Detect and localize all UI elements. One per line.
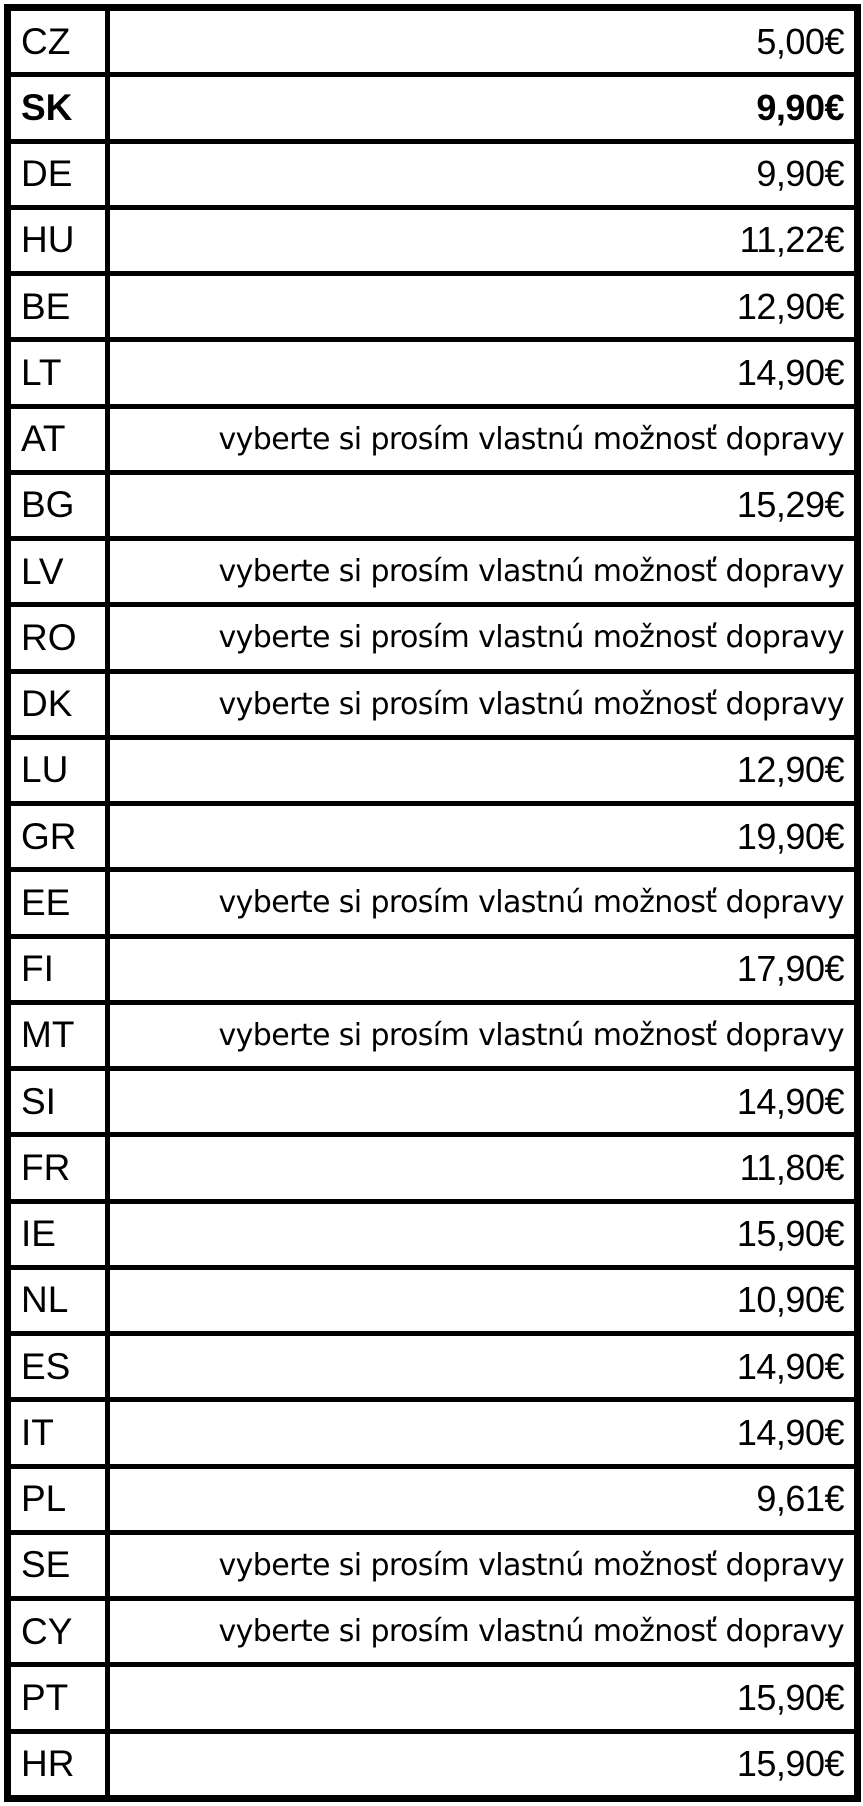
shipping-price-cell: 14,90€ [108, 340, 857, 406]
country-code-cell: CZ [9, 9, 108, 75]
table-row [9, 141, 857, 207]
table-row [9, 1201, 857, 1267]
table-row [9, 274, 857, 340]
shipping-price-cell: 9,90€ [108, 141, 857, 207]
shipping-price-cell: 14,90€ [108, 1334, 857, 1400]
country-code-cell: LT [9, 340, 108, 406]
shipping-price-cell: 5,00€ [108, 9, 857, 75]
table-row [9, 804, 857, 870]
country-code-cell: IT [9, 1400, 108, 1466]
shipping-price-cell: 15,90€ [108, 1665, 857, 1731]
table-row [9, 75, 857, 141]
country-code-cell: BG [9, 472, 108, 538]
shipping-price-cell: 14,90€ [108, 1069, 857, 1135]
country-code-cell: FI [9, 936, 108, 1002]
country-code-cell: EE [9, 870, 108, 936]
country-code-cell: DE [9, 141, 108, 207]
shipping-note-cell: vyberte si prosím vlastnú možnosť dopravy [108, 1599, 857, 1665]
shipping-price-cell: 9,61€ [108, 1466, 857, 1532]
shipping-price-cell: 10,90€ [108, 1267, 857, 1333]
shipping-note-cell: vyberte si prosím vlastnú možnosť dopravy [108, 1532, 857, 1598]
table-row [9, 472, 857, 538]
shipping-note-cell: vyberte si prosím vlastnú možnosť dopravy [108, 1002, 857, 1068]
shipping-note-cell: vyberte si prosím vlastnú možnosť dopravy [108, 605, 857, 671]
table-row [9, 1002, 857, 1068]
table-row [9, 671, 857, 737]
table-row [9, 1599, 857, 1665]
country-code-cell: NL [9, 1267, 108, 1333]
country-code-cell: CY [9, 1599, 108, 1665]
country-code-cell: SK [9, 75, 108, 141]
table-row [9, 1532, 857, 1598]
table-row [9, 207, 857, 273]
table-row [9, 406, 857, 472]
table-row [9, 936, 857, 1002]
shipping-price-cell: 15,90€ [108, 1201, 857, 1267]
country-code-cell: PL [9, 1466, 108, 1532]
shipping-price-cell: 19,90€ [108, 804, 857, 870]
country-code-cell: AT [9, 406, 108, 472]
table-row [9, 1466, 857, 1532]
country-code-cell: LU [9, 737, 108, 803]
country-code-cell: PT [9, 1665, 108, 1731]
shipping-price-cell: 15,29€ [108, 472, 857, 538]
table-row [9, 870, 857, 936]
shipping-price-cell: 11,22€ [108, 207, 857, 273]
table-body [9, 9, 857, 1798]
country-code-cell: IE [9, 1201, 108, 1267]
country-code-cell: ES [9, 1334, 108, 1400]
shipping-table [6, 6, 859, 1800]
shipping-price-cell: 9,90€ [108, 75, 857, 141]
shipping-price-cell: 11,80€ [108, 1135, 857, 1201]
shipping-note-cell: vyberte si prosím vlastnú možnosť dopravy [108, 870, 857, 936]
shipping-price-cell: 12,90€ [108, 274, 857, 340]
table-row [9, 737, 857, 803]
table-row [9, 9, 857, 75]
shipping-price-cell: 12,90€ [108, 737, 857, 803]
country-code-cell: FR [9, 1135, 108, 1201]
table-row [9, 1334, 857, 1400]
table-row [9, 1267, 857, 1333]
table-row [9, 1400, 857, 1466]
country-code-cell: MT [9, 1002, 108, 1068]
shipping-price-cell: 15,90€ [108, 1731, 857, 1798]
country-code-cell: HR [9, 1731, 108, 1798]
table-row [9, 1665, 857, 1731]
table-row [9, 340, 857, 406]
shipping-note-cell: vyberte si prosím vlastnú možnosť dopravy [108, 406, 857, 472]
country-code-cell: RO [9, 605, 108, 671]
country-code-cell: SI [9, 1069, 108, 1135]
shipping-price-cell: 17,90€ [108, 936, 857, 1002]
country-code-cell: DK [9, 671, 108, 737]
table-row [9, 1731, 857, 1798]
shipping-note-cell: vyberte si prosím vlastnú možnosť dopravy [108, 671, 857, 737]
country-code-cell: GR [9, 804, 108, 870]
table-row [9, 1135, 857, 1201]
country-code-cell: BE [9, 274, 108, 340]
country-code-cell: LV [9, 539, 108, 605]
shipping-note-cell: vyberte si prosím vlastnú možnosť dopravy [108, 539, 857, 605]
country-code-cell: HU [9, 207, 108, 273]
table-row [9, 605, 857, 671]
table-row [9, 539, 857, 605]
shipping-price-table [4, 4, 861, 1802]
country-code-cell: SE [9, 1532, 108, 1598]
shipping-price-cell: 14,90€ [108, 1400, 857, 1466]
table-row [9, 1069, 857, 1135]
